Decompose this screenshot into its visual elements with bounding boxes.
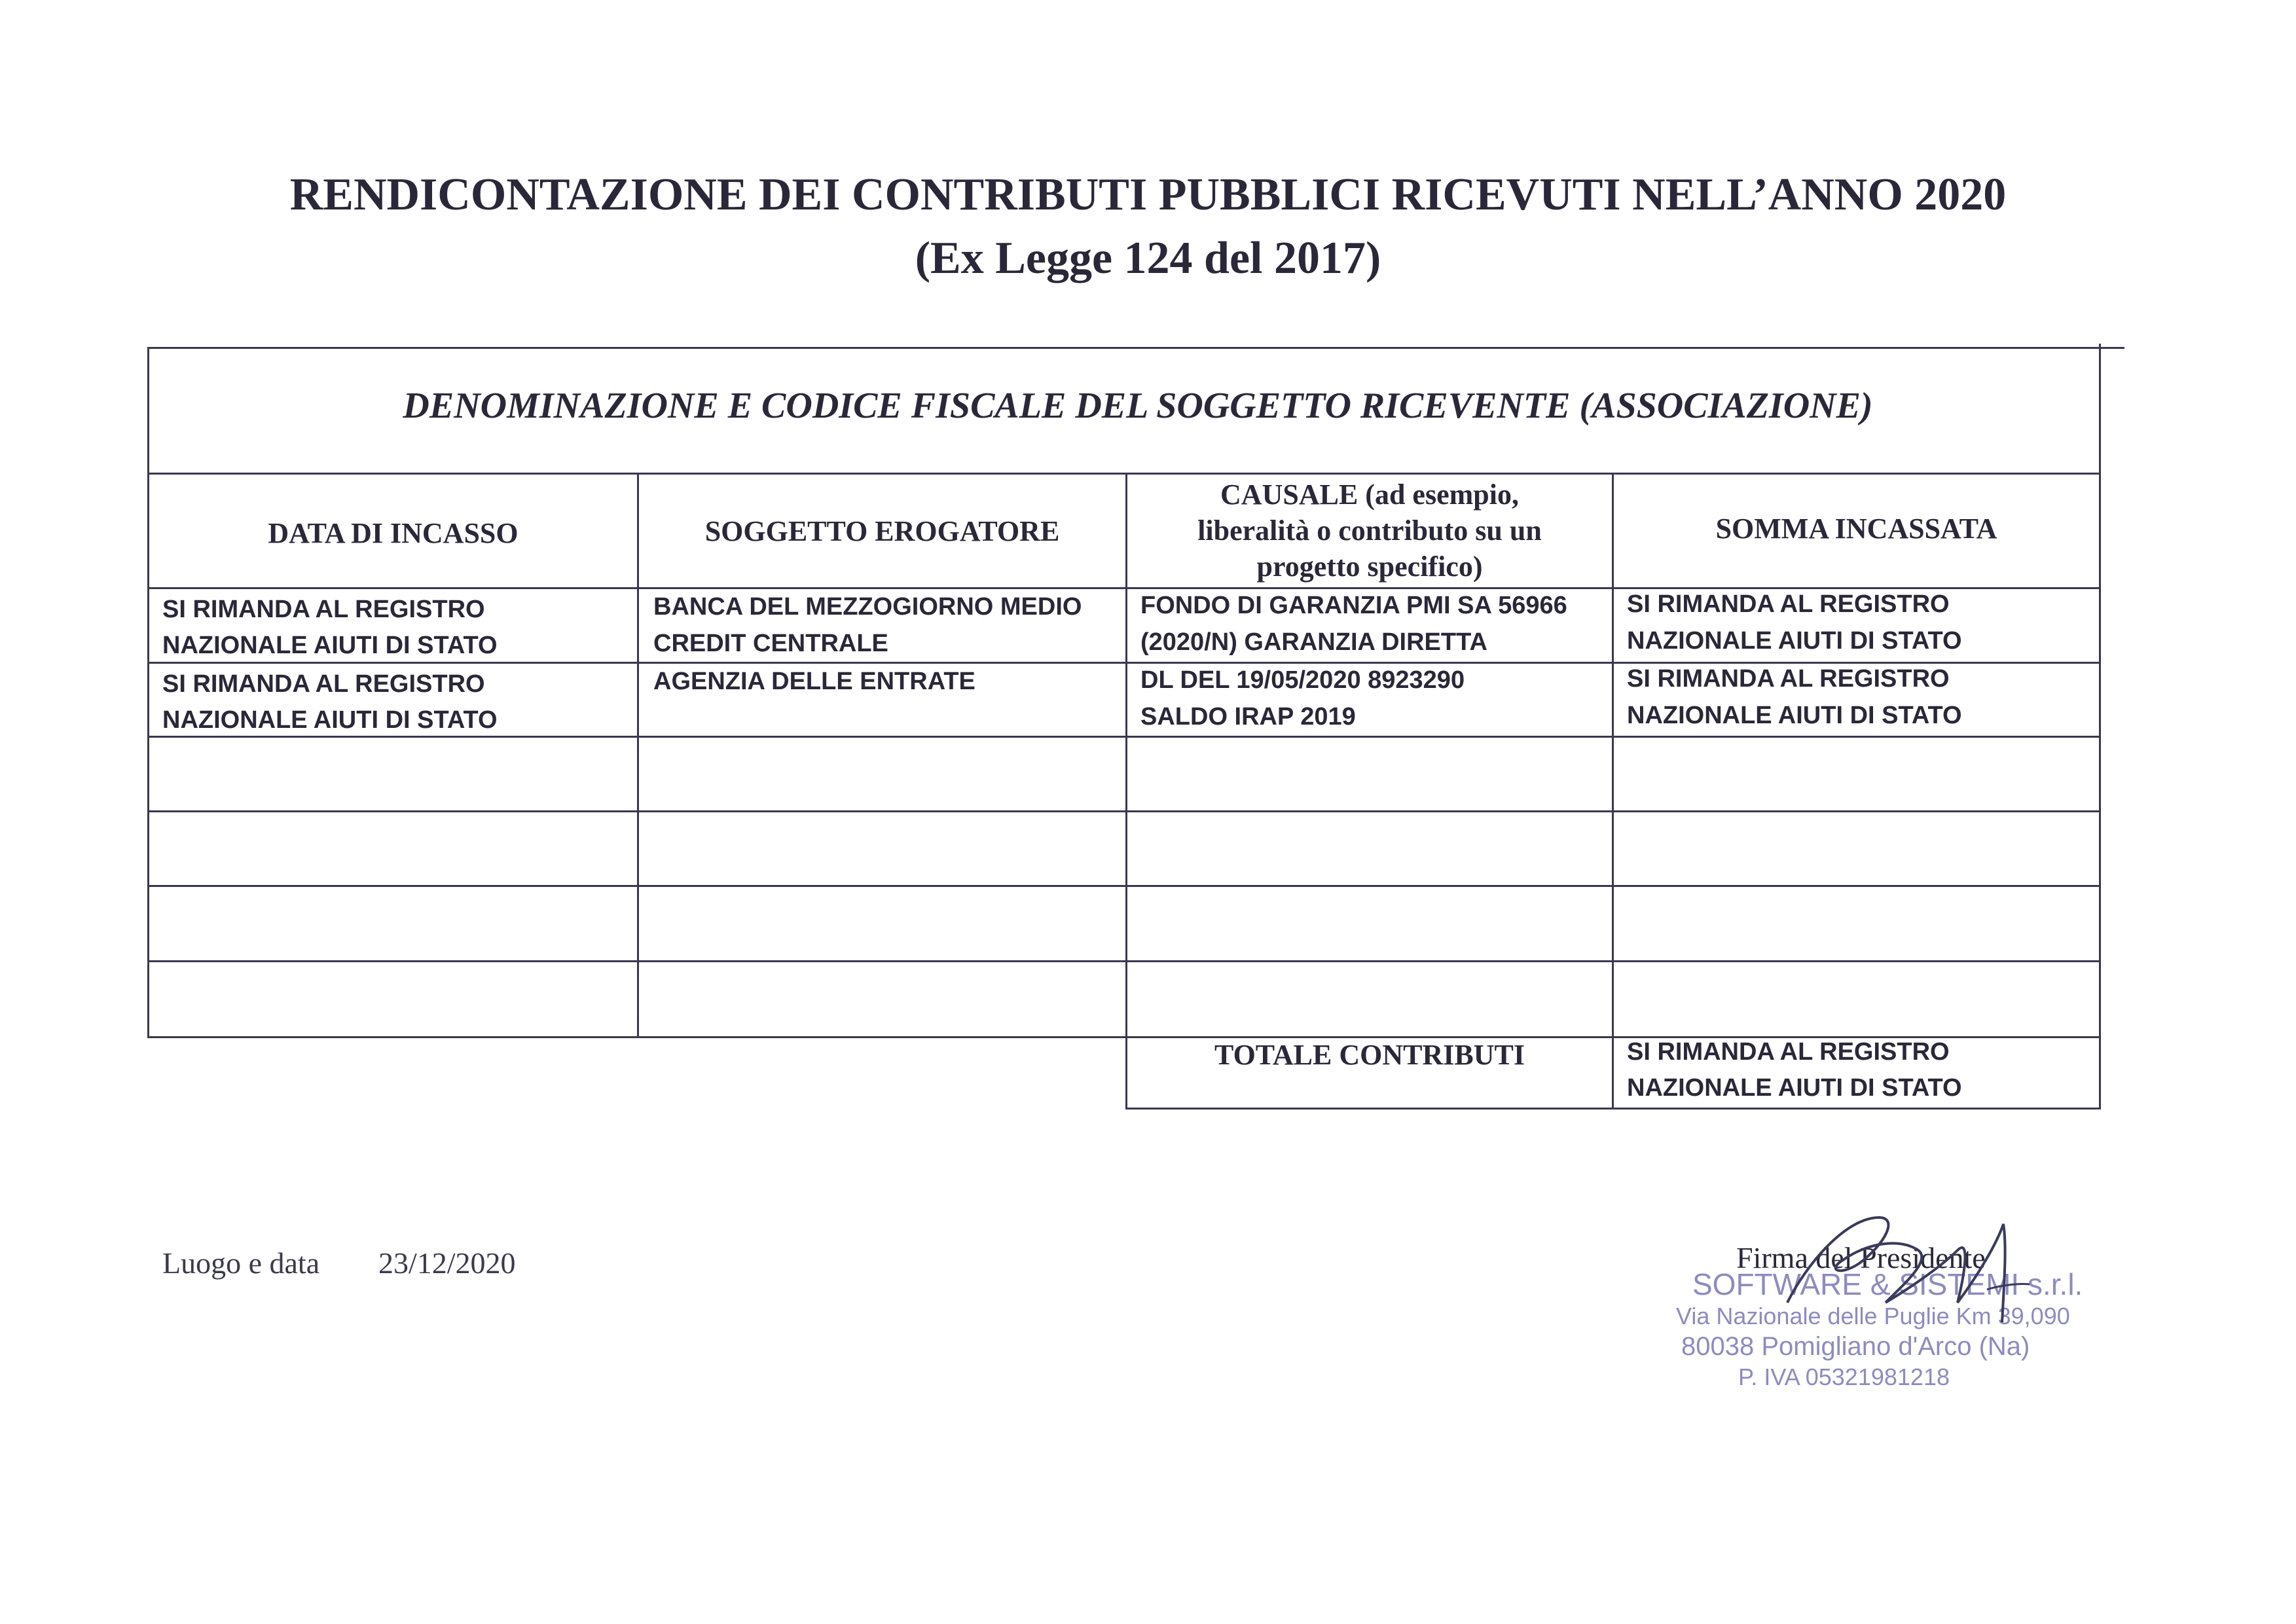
- total-value-line1: SI RIMANDA AL REGISTRO: [1627, 1038, 1950, 1066]
- row2-date-line1: SI RIMANDA AL REGISTRO: [162, 670, 485, 698]
- total-label: TOTALE CONTRIBUTI: [1214, 1039, 1525, 1071]
- stamp-address: Via Nazionale delle Puglie Km 39,090: [1676, 1303, 2070, 1329]
- total-value-line2: NAZIONALE AIUTI DI STATO: [1627, 1074, 1962, 1102]
- row2-amount-line2: NAZIONALE AIUTI DI STATO: [1627, 702, 1962, 729]
- signature-label: Firma del Presidente: [1736, 1241, 1986, 1274]
- row1-provider-line2: CREDIT CENTRALE: [653, 630, 888, 657]
- table-line-row3: [147, 810, 2101, 812]
- row1-reason-line2: (2020/N) GARANZIA DIRETTA: [1140, 628, 1487, 656]
- row1-provider-line1: BANCA DEL MEZZOGIORNO MEDIO: [653, 593, 1082, 621]
- stamp-vat: P. IVA 05321981218: [1738, 1363, 1950, 1390]
- row2-amount-line1: SI RIMANDA AL REGISTRO: [1627, 665, 1950, 693]
- row1-date-line1: SI RIMANDA AL REGISTRO: [162, 596, 485, 623]
- row2-provider-line1: AGENZIA DELLE ENTRATE: [653, 668, 975, 695]
- header-reason-line2: liberalità o contributo su un: [1197, 514, 1542, 547]
- document-title: RENDICONTAZIONE DEI CONTRIBUTI PUBBLICI RICEVUTI NELL’ANNO 2020: [289, 170, 2007, 220]
- row1-amount-line2: NAZIONALE AIUTI DI STATO: [1627, 627, 1962, 655]
- table-line-row5: [147, 960, 2101, 962]
- table-col-sep-1: [637, 473, 639, 1038]
- row1-date-line2: NAZIONALE AIUTI DI STATO: [162, 632, 498, 659]
- handwritten-signature: [1689, 1204, 2056, 1355]
- header-provider: SOGGETTO EROGATORE: [704, 515, 1060, 547]
- row1-reason-line1: FONDO DI GARANZIA PMI SA 56966: [1140, 592, 1567, 619]
- table-border-left: [147, 347, 149, 1038]
- header-reason-line1: CAUSALE (ad esempio,: [1220, 478, 1519, 511]
- recipient-label: DENOMINAZIONE E CODICE FISCALE DEL SOGGETTO RICEVENTE (ASSOCIAZIONE): [403, 386, 1873, 426]
- header-date: DATA DI INCASSO: [268, 517, 519, 549]
- row2-reason-line1: DL DEL 19/05/2020 8923290: [1140, 666, 1465, 694]
- table-col-sep-3: [1612, 473, 1614, 1110]
- stamp-company-name: SOFTWARE & SISTEMI s.r.l.: [1692, 1267, 2083, 1301]
- row1-amount-line1: SI RIMANDA AL REGISTRO: [1627, 590, 1950, 618]
- place-date-label: Luogo e data: [162, 1246, 320, 1280]
- table-border-right: [2099, 344, 2101, 1110]
- row2-date-line2: NAZIONALE AIUTI DI STATO: [162, 706, 498, 734]
- header-amount: SOMMA INCASSATA: [1715, 513, 1997, 545]
- header-reason-line3: progetto specifico): [1256, 550, 1483, 583]
- table-border-top: [147, 347, 2124, 349]
- table-line-row4: [147, 885, 2101, 887]
- table-line-header-top: [147, 473, 2101, 475]
- row2-reason-line2: SALDO IRAP 2019: [1140, 703, 1356, 731]
- document-subtitle: (Ex Legge 124 del 2017): [915, 233, 1381, 283]
- stamp-city: 80038 Pomigliano d'Arco (Na): [1681, 1332, 2030, 1361]
- place-date-value: 23/12/2020: [378, 1246, 516, 1280]
